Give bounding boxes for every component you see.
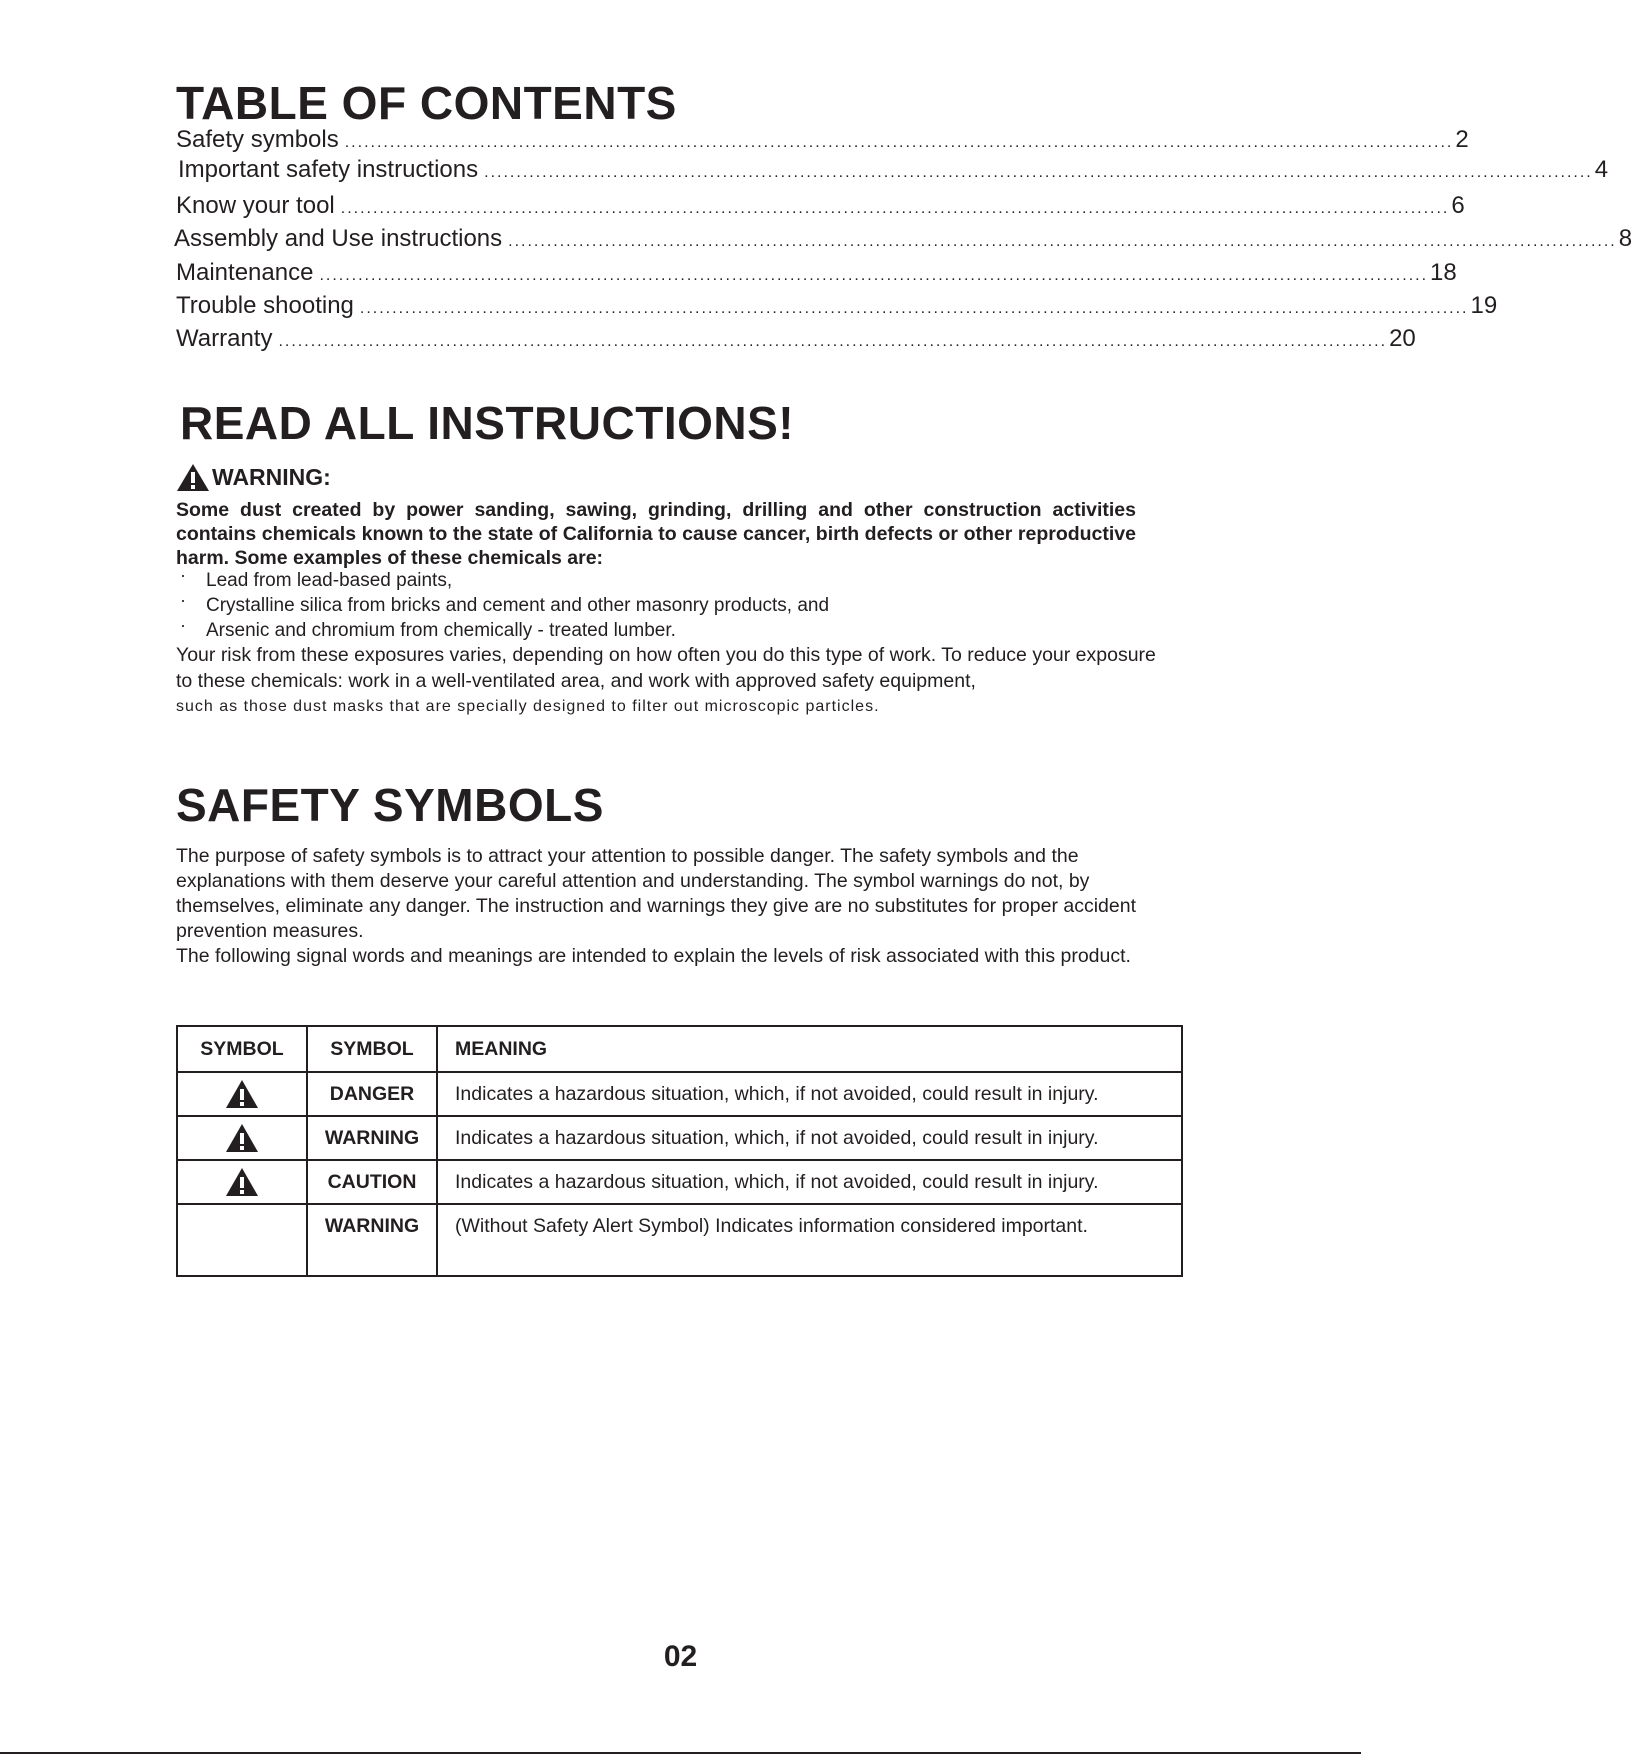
- safety-alert-icon: [225, 1079, 259, 1109]
- risk-text-small: such as those dust masks that are specially designed to filter out microscopic particles.: [176, 698, 880, 715]
- toc-title: TABLE OF CONTENTS: [176, 77, 677, 129]
- safety-symbols-intro: [176, 844, 1176, 969]
- toc-entry-page: 8: [1618, 225, 1632, 252]
- table-header-row: [177, 1026, 1182, 1072]
- toc-entry-page: 18: [1430, 259, 1457, 286]
- toc-entry-label: Assembly and Use instructions: [174, 225, 503, 252]
- symbol-cell: [177, 1160, 307, 1204]
- warning-heading-text: WARNING:: [212, 464, 331, 490]
- page-number: 02: [663, 1640, 698, 1673]
- column-header: SYMBOL: [177, 1026, 307, 1072]
- table-of-contents: [174, 126, 1632, 358]
- toc-entry-label: Trouble shooting: [176, 292, 354, 319]
- list-item: · Crystalline silica from bricks and cement and other masonry products, and: [180, 593, 829, 618]
- toc-entry-page: 2: [1455, 126, 1469, 153]
- chemical-list: [180, 568, 829, 643]
- safety-paragraph: The following signal words and meanings are intended to explain the levels of risk associated with this product.: [176, 945, 1131, 967]
- toc-entry-label: Warranty: [176, 325, 273, 352]
- table-row: [177, 1072, 1182, 1116]
- toc-leader-dots: ............................................................................................................................................................................: [508, 233, 1617, 250]
- signal-word: WARNING: [307, 1116, 437, 1160]
- warning-heading: [176, 463, 331, 492]
- toc-entry-page: 20: [1389, 325, 1416, 352]
- read-all-instructions-title: READ ALL INSTRUCTIONS!: [180, 397, 795, 449]
- safety-alert-icon: [225, 1167, 259, 1197]
- safety-symbols-title: SAFETY SYMBOLS: [176, 779, 604, 831]
- toc-entry-page: 6: [1451, 192, 1465, 219]
- safety-alert-icon: [176, 463, 210, 492]
- toc-entry[interactable]: [174, 225, 1632, 259]
- toc-leader-dots: ............................................................................................................................................................................: [344, 134, 1454, 151]
- table-row: [177, 1160, 1182, 1204]
- toc-entry[interactable]: [176, 192, 1465, 225]
- signal-word: DANGER: [307, 1072, 437, 1116]
- table-row: [177, 1204, 1182, 1276]
- toc-entry[interactable]: [176, 259, 1457, 292]
- toc-entry-label: Maintenance: [176, 259, 314, 286]
- signal-word: WARNING: [307, 1204, 437, 1276]
- page-bottom-rule: [0, 1752, 1361, 1754]
- meaning-cell: Indicates a hazardous situation, which, if not avoided, could result in injury.: [437, 1160, 1182, 1204]
- table-row: [177, 1116, 1182, 1160]
- toc-entry[interactable]: [176, 156, 1609, 192]
- toc-leader-dots: ............................................................................................................................................................................: [319, 267, 1429, 284]
- toc-leader-dots: ............................................................................................................................................................................: [278, 333, 1388, 350]
- toc-entry-page: 4: [1594, 156, 1609, 183]
- list-item: · Lead from lead-based paints,: [180, 568, 829, 593]
- toc-leader-dots: ............................................................................................................................................................................: [340, 200, 1450, 217]
- meaning-cell: (Without Safety Alert Symbol) Indicates information considered important.: [437, 1204, 1182, 1276]
- signal-word: CAUTION: [307, 1160, 437, 1204]
- warning-text: Some dust created by power sanding, sawing, grinding, drilling and other construction activities contains chemicals known to the state of California to cause cancer, birth defects or other reproductive harm. Some examples of these chemicals are:: [176, 499, 1136, 569]
- toc-leader-dots: ............................................................................................................................................................................: [359, 300, 1469, 317]
- meaning-cell: Indicates a hazardous situation, which, if not avoided, could result in injury.: [437, 1116, 1182, 1160]
- safety-alert-icon: [225, 1123, 259, 1153]
- column-header: SYMBOL: [307, 1026, 437, 1072]
- symbol-cell: [177, 1072, 307, 1116]
- column-header: MEANING: [437, 1026, 1182, 1072]
- risk-paragraph: [176, 642, 1176, 720]
- toc-entry-label: Know your tool: [176, 192, 335, 219]
- list-item: · Arsenic and chromium from chemically - treated lumber.: [180, 618, 829, 643]
- symbol-cell: [177, 1116, 307, 1160]
- toc-entry[interactable]: [176, 126, 1469, 156]
- symbol-cell: [177, 1204, 307, 1276]
- toc-entry[interactable]: [176, 292, 1498, 325]
- safety-paragraph: The purpose of safety symbols is to attract your attention to possible danger. The safety symbols and the explanations with them deserve your careful attention and understanding. The symbol warnings do not, by themselves, eliminate any danger. The instruction and warnings they give are no substitutes for proper accident prevention measures.: [176, 845, 1137, 942]
- toc-entry-label: Safety symbols: [176, 126, 339, 153]
- toc-entry-page: 19: [1470, 292, 1498, 319]
- toc-entry-label: Important safety instructions: [178, 156, 479, 183]
- meaning-cell: Indicates a hazardous situation, which, if not avoided, could result in injury.: [437, 1072, 1182, 1116]
- toc-leader-dots: ............................................................................................................................................................................: [484, 164, 1593, 181]
- toc-entry[interactable]: [176, 325, 1416, 358]
- safety-symbols-table: [176, 1025, 1183, 1277]
- risk-text: Your risk from these exposures varies, depending on how often you do this type of work. To reduce your exposure to these chemicals: work in a well-ventilated area, and work with approved safety equipment,: [176, 644, 1156, 692]
